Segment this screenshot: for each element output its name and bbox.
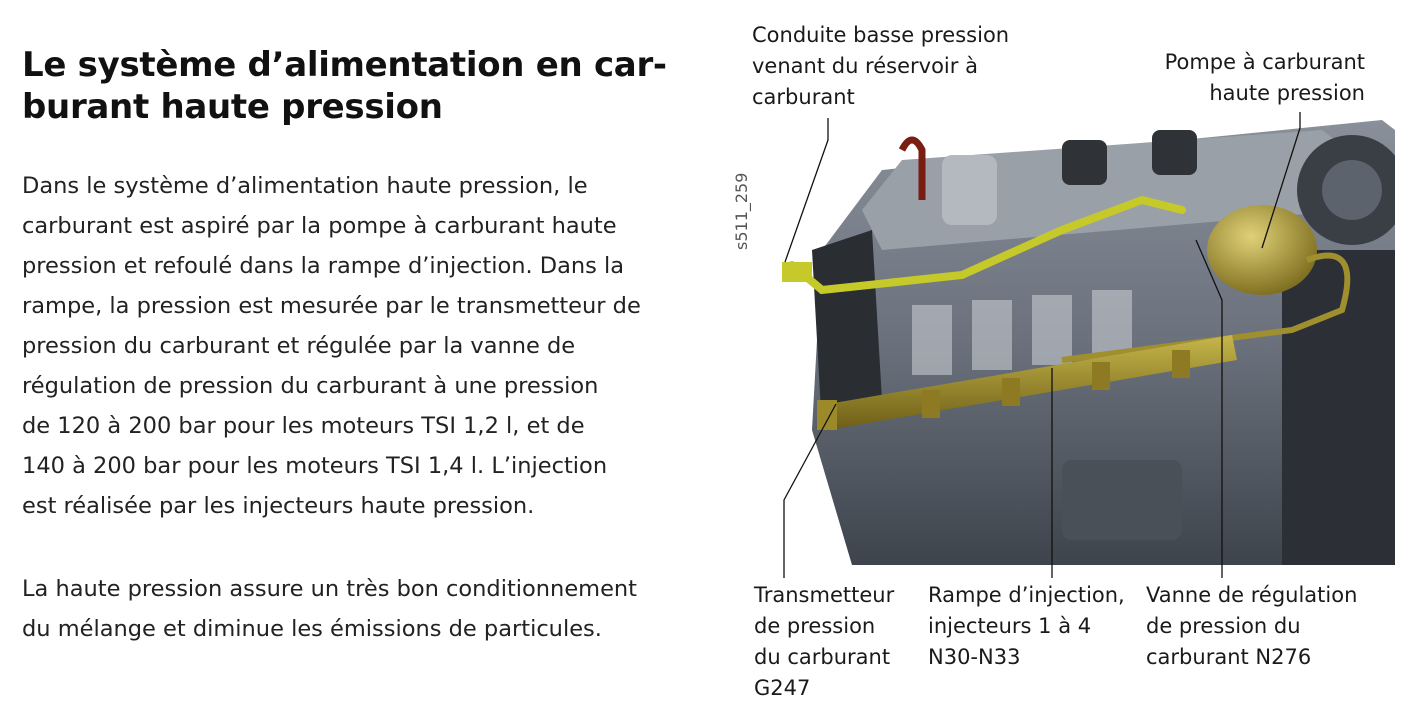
label-low-pressure-line xyxy=(752,20,1009,113)
paragraph-1-line: de 120 à 200 bar pour les moteurs TSI 1,2 l, et de xyxy=(22,413,585,439)
paragraph-1-line: pression et refoulé dans la rampe d’injection. Dans la xyxy=(22,253,625,279)
label-line: Rampe d’injection, xyxy=(928,583,1125,607)
pressure-sender xyxy=(817,400,837,430)
label-line: N30-N33 xyxy=(928,645,1021,669)
label-line: venant du réservoir à xyxy=(752,54,978,78)
ignition-coil xyxy=(1062,140,1107,185)
label-line: carburant N276 xyxy=(1146,645,1312,669)
low-pressure-connector xyxy=(782,262,812,282)
paragraph-2-line: du mélange et diminue les émissions de particules. xyxy=(22,616,602,642)
label-rail xyxy=(928,580,1125,673)
paragraph-1-line: carburant est aspiré par la pompe à carburant haute xyxy=(22,213,617,239)
label-line: G247 xyxy=(754,676,811,700)
paragraph-1-line: 140 à 200 bar pour les moteurs TSI 1,4 l. L’injection xyxy=(22,453,608,479)
paragraph-1-line: pression du carburant et régulée par la vanne de xyxy=(22,333,576,359)
label-line: de pression xyxy=(754,614,876,638)
label-hp-pump xyxy=(1165,47,1365,109)
paragraph-2 xyxy=(22,569,692,649)
ignition-coil xyxy=(1152,130,1197,175)
label-line: de pression du xyxy=(1146,614,1301,638)
pulley-hub xyxy=(1322,160,1382,220)
label-line: Vanne de régulation xyxy=(1146,583,1358,607)
label-pressure-sender xyxy=(754,580,894,704)
oil-filler xyxy=(942,155,997,225)
timing-cover xyxy=(1282,250,1395,565)
paragraph-1-line: rampe, la pression est mesurée par le transmetteur de xyxy=(22,293,641,319)
paragraph-1 xyxy=(22,166,692,526)
engine-illustration xyxy=(762,100,1395,565)
page-title xyxy=(22,44,702,128)
title-line-2: burant haute pression xyxy=(22,87,443,127)
label-line: Transmetteur xyxy=(754,583,895,607)
label-line: carburant xyxy=(752,85,855,109)
paragraph-1-line: régulation de pression du carburant à une pression xyxy=(22,373,599,399)
label-line: Pompe à carburant xyxy=(1164,50,1365,74)
label-line: injecteurs 1 à 4 xyxy=(928,614,1092,638)
paragraph-1-line: est réalisée par les injecteurs haute pression. xyxy=(22,493,535,519)
label-line: du carburant xyxy=(754,645,891,669)
title-line-1: Le système d’alimentation en car- xyxy=(22,45,667,85)
engine-drawing xyxy=(762,100,1395,565)
label-line: haute pression xyxy=(1209,81,1365,105)
figure-id: s511_259 xyxy=(732,172,751,250)
oil-filter-housing xyxy=(1062,460,1182,540)
paragraph-2-line: La haute pression assure un très bon conditionnement xyxy=(22,576,638,602)
paragraph-1-line: Dans le système d’alimentation haute pression, le xyxy=(22,173,588,199)
hp-pump xyxy=(1207,205,1317,295)
label-line: Conduite basse pression xyxy=(752,23,1010,47)
label-valve xyxy=(1146,580,1357,673)
